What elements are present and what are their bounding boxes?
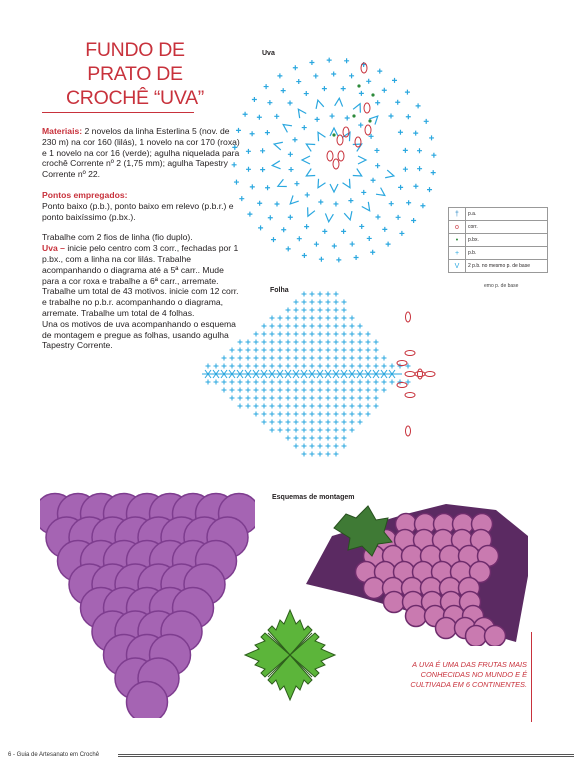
legend-symbol-2pb: V — [449, 260, 466, 273]
title-line-3: CROCHÊ “UVA” — [66, 87, 204, 109]
montagem-label: Esquemas de montagem — [272, 494, 355, 501]
legend-symbol-pbx: • — [449, 234, 466, 247]
stitches-text: Ponto baixo (p.b.), ponto baixo em relevo (p.b.r.) e ponto baixíssimo (p.bx.). — [42, 200, 234, 222]
title-underline — [42, 112, 194, 113]
legend-text-2pb: 2 p.b. no mesmo p. de base — [466, 260, 548, 273]
title-line-1: FUNDO DE — [85, 39, 185, 61]
folha-crochet-diagram — [202, 284, 446, 480]
legend-symbol-pb: + — [449, 247, 466, 260]
legend-symbol-corr: o — [449, 221, 466, 234]
legend-text-pa: p.a. — [466, 208, 548, 221]
materials-label: Materiais: — [42, 126, 83, 136]
photo-caption: A UVA É UMA DAS FRUTAS MAIS CONHECIDAS NO MUNDO E É CULTIVADA EM 6 CONTINENTES. — [410, 660, 527, 689]
instructions-intro: Trabalhe com 2 fios de linha (fio duplo). — [42, 232, 193, 243]
caption-divider — [531, 632, 532, 722]
legend-text-pbx: p.bx. — [466, 234, 548, 247]
legend-symbol-pa: † — [449, 208, 466, 221]
stitches-heading: Pontos empregados: — [42, 189, 128, 200]
footer-rule — [118, 754, 574, 757]
materials-text: 2 novelos da linha Esterlina 5 (nov. de 230 m) na cor 160 (lilás), 1 novelo na cor 170 (roxa) e 1 novelo na cor 16 (verde); agulha niquelada para crochê Corrente nº 2 (1,75 mm); agulha Tapestry Corrente nº 22. — [42, 126, 240, 180]
page-footer: 6 - Guia de Artesanato em Crochê — [8, 752, 100, 758]
crochet-grape-photo — [296, 496, 536, 646]
folha-diagram-label: Folha — [270, 287, 289, 294]
page-title — [30, 38, 240, 110]
uva-label: Uva – — [42, 243, 65, 254]
legend-text-corr: corr. — [466, 221, 548, 234]
legend-text-pb: p.b. — [466, 247, 548, 260]
materials-paragraph — [42, 126, 242, 180]
grape-assembly-scheme — [40, 492, 255, 718]
uva-diagram-label: Uva — [262, 50, 275, 57]
title-line-2: PRATO DE — [87, 63, 183, 85]
legend-overflow-text: emo p. de base — [484, 283, 519, 289]
uva-crochet-diagram — [228, 48, 440, 270]
assembly-text: Una os motivos de uva acompanhando o esquema de montagem e pregue as folhas, usando agulha Tapestry Corrente. — [42, 318, 236, 351]
symbol-legend — [448, 207, 548, 273]
uva-text: inicie pelo centro com 3 corr., fechadas por 1 p.bx., com a linha na cor lilás. Trabalhe acompanhando o diagrama até a 5ª carr.. Mude para a cor roxa e trabalhe a 6ª carr., arremate. Trabalhe um total de 43 motivos. inicie com 12 corr. e trabalhe no p.b.r. acompanhando o diagrama, arremate. Trabalhe um total de 4 folhas. — [42, 243, 239, 318]
